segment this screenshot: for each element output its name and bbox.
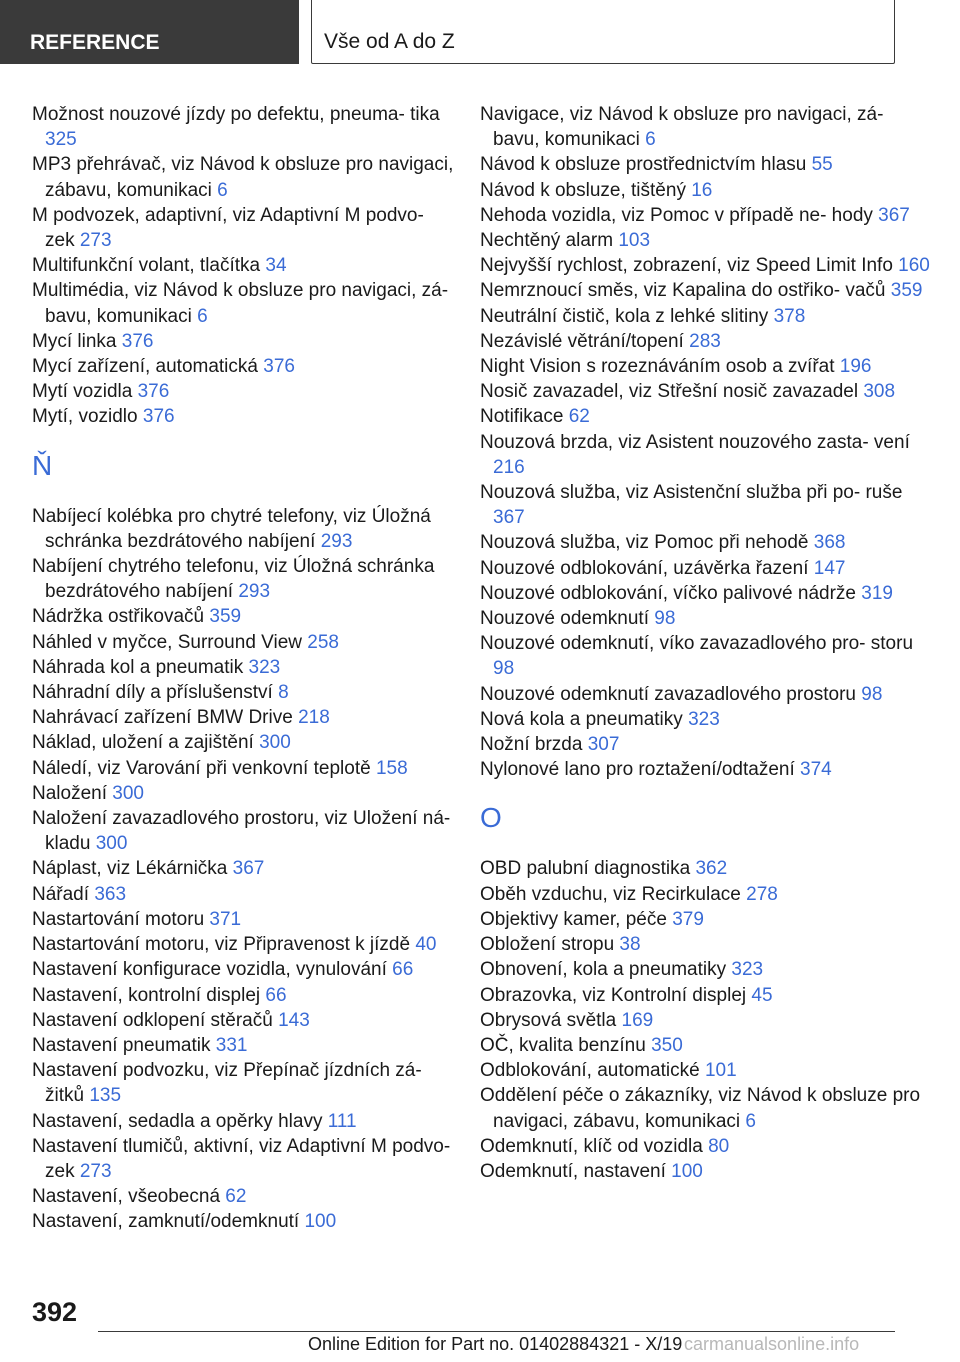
index-entry (480, 1008, 930, 1033)
index-page-link[interactable]: 379 (672, 908, 704, 930)
index-entry (480, 203, 930, 228)
index-entry-text: Nastavení podvozku, viz Přepínač jízdních zá- žitků (32, 1060, 422, 1107)
index-entry (480, 1134, 930, 1159)
index-entry-text: Nádržka ostřikovačů (32, 606, 205, 628)
index-page-link[interactable]: 293 (238, 581, 271, 603)
index-page-link[interactable]: 374 (800, 759, 832, 781)
index-page-link[interactable]: 6 (197, 305, 208, 327)
index-entry-text: Odemknutí, klíč od vozidla (480, 1135, 703, 1157)
index-entry (32, 907, 457, 932)
index-letter-heading: Ň (32, 449, 53, 481)
index-page-link[interactable]: 325 (45, 129, 77, 151)
index-entry (32, 1184, 457, 1209)
index-page-link[interactable]: 300 (112, 782, 144, 804)
index-entry (480, 1033, 930, 1058)
index-page-link[interactable]: 45 (751, 984, 773, 1006)
index-entry-text: Nabíjecí kolébka pro chytré telefony, viz Úložná schránka bezdrátového nabíjení (32, 505, 431, 552)
index-entry (480, 530, 930, 555)
index-entry-text: Nožní brzda (480, 734, 583, 756)
index-entry (32, 705, 457, 730)
index-entry (32, 882, 457, 907)
index-page-link[interactable]: 143 (278, 1009, 310, 1031)
index-page-link[interactable]: 66 (392, 959, 414, 981)
index-entry-text: Nouzové odemknutí zavazadlového prostoru (480, 683, 857, 705)
index-entry (32, 604, 457, 629)
index-page-link[interactable]: 323 (731, 959, 764, 981)
index-entry-text: Náledí, viz Varování při venkovní teplotě (32, 757, 371, 779)
index-page-link[interactable]: 376 (137, 381, 170, 403)
index-entry-text: Obložení stropu (480, 934, 615, 956)
index-entry-text: M podvozek, adaptivní, viz Adaptivní M podvo- zek (32, 204, 424, 252)
index-entry (480, 732, 930, 757)
index-entry (32, 957, 457, 982)
index-entry (32, 806, 457, 856)
index-entry-text: Nová kola a pneumatiky (480, 708, 683, 730)
index-page-link[interactable]: 111 (327, 1110, 357, 1132)
index-page-link[interactable]: 350 (651, 1034, 683, 1056)
index-page-link[interactable]: 331 (215, 1034, 248, 1056)
index-entry-text: Možnost nouzové jízdy po defektu, pneuma- tika (32, 104, 440, 125)
index-page-link[interactable]: 273 (79, 1160, 112, 1182)
index-entry-text: Obnovení, kola a pneumatiky (480, 959, 727, 981)
index-entry (32, 554, 457, 604)
index-page-link[interactable]: 368 (813, 532, 846, 554)
index-page-link[interactable]: 367 (232, 858, 265, 880)
index-page-link[interactable]: 300 (95, 833, 128, 855)
index-entry (32, 856, 457, 881)
index-entry-text: Nechtěný alarm (480, 230, 614, 252)
index-entry-text: Náplast, viz Lékárnička (32, 858, 228, 880)
edition-text: Online Edition for Part no. 01402884321 - X/19 (308, 1334, 683, 1354)
index-entry-text: Nastavení odklopení stěračů (32, 1009, 273, 1031)
index-page-link[interactable]: 6 (217, 179, 228, 201)
page-number: 392 (32, 1297, 78, 1327)
index-entry (32, 203, 457, 253)
index-entry-text: Nouzové odblokování, uzávěrka řazení (480, 557, 809, 579)
index-entry-text: Nabíjení chytrého telefonu, viz Úložná schránka bezdrátového nabíjení (32, 556, 435, 603)
index-entry (32, 504, 457, 554)
index-page-link[interactable]: 359 (209, 606, 242, 628)
index-entry-text: Oddělení péče o zákazníky, viz Návod k obsluze pro navigaci, zábavu, komunikaci (480, 1085, 921, 1132)
index-page-link[interactable]: 371 (209, 908, 242, 930)
index-entry-text: Nouzové odemknutí, víko zavazadlového pro- storu (480, 633, 914, 655)
index-page-link[interactable]: 101 (704, 1060, 737, 1082)
index-entry-text: Objektivy kamer, péče (480, 908, 667, 930)
index-entry-text: Mytí vozidla (32, 381, 133, 403)
index-entry-text: Multifunkční volant, tlačítka (32, 255, 261, 277)
index-entry (32, 781, 457, 806)
index-entry (480, 404, 930, 429)
index-entry (32, 152, 457, 202)
index-entry (480, 581, 930, 606)
index-entry-text: Nastartování motoru (32, 908, 205, 930)
index-page-link[interactable]: 16 (691, 179, 713, 201)
index-entry (480, 707, 930, 732)
index-page-link[interactable]: 307 (587, 734, 620, 756)
index-page-link[interactable]: 362 (695, 858, 728, 880)
index-entry (480, 682, 930, 707)
index-entry-text: Nouzové odblokování, víčko palivové nádrže (480, 582, 857, 604)
index-entry (480, 354, 930, 379)
index-page-link[interactable]: 147 (813, 557, 846, 579)
index-entry-text: Nastavení, zamknutí/odemknutí (32, 1211, 300, 1233)
index-page-link[interactable]: 98 (493, 658, 515, 680)
index-entry (480, 757, 930, 782)
index-entry-text: Nejvyšší rychlost, zobrazení, viz Speed Limit Info (480, 255, 893, 277)
index-page-link[interactable]: 319 (861, 582, 893, 604)
watermark: carmanualsonline.info (684, 1334, 860, 1354)
index-entry (32, 404, 457, 429)
index-entry (480, 983, 930, 1008)
index-page-link[interactable]: 80 (708, 1135, 730, 1157)
index-entry-text: Naložení zavazadlového prostoru, viz Uložení ná- kladu (32, 808, 451, 855)
index-page-link[interactable]: 169 (621, 1009, 654, 1031)
index-entry-text: Nouzová brzda, viz Asistent nouzového zasta- vení (480, 431, 910, 453)
index-entry-text: Nastavení tlumičů, aktivní, viz Adaptivní M podvo- zek (32, 1135, 451, 1182)
index-entry-text: Obrazovka, viz Kontrolní displej (480, 984, 747, 1006)
index-entry (480, 253, 930, 278)
index-page-link[interactable]: 258 (307, 631, 339, 653)
index-page-link[interactable]: 8 (278, 682, 289, 704)
index-page-link[interactable]: 359 (890, 280, 923, 302)
index-page-link[interactable]: 278 (746, 883, 778, 905)
index-page-link[interactable]: 273 (79, 230, 112, 252)
index-entry (32, 1134, 457, 1184)
index-entry (32, 329, 457, 354)
index-page-link[interactable]: 6 (645, 129, 656, 151)
index-page-link[interactable]: 300 (259, 732, 291, 754)
index-entry (32, 730, 457, 755)
index-entry (480, 1083, 930, 1133)
index-page-link[interactable]: 323 (248, 656, 281, 678)
index-entry (480, 957, 930, 982)
index-entry (480, 907, 930, 932)
index-page-link[interactable]: 100 (671, 1160, 703, 1182)
index-column-right (480, 102, 930, 1184)
index-entry (32, 1209, 457, 1234)
index-entry-text: Nouzová služba, viz Pomoc při nehodě (480, 532, 809, 554)
index-entry (480, 856, 930, 881)
index-entry (480, 631, 930, 681)
index-entry (32, 102, 457, 152)
index-page-link[interactable]: 367 (493, 507, 525, 529)
index-page-link[interactable]: 6 (745, 1110, 756, 1132)
index-page-link[interactable]: 40 (415, 934, 437, 956)
index-entry-text: Oběh vzduchu, viz Recirkulace (480, 883, 741, 905)
index-entry (32, 1008, 457, 1033)
index-entry (32, 278, 457, 328)
index-entry (480, 278, 930, 303)
index-entry-text: Mycí linka (32, 330, 117, 352)
index-page-link[interactable]: 363 (94, 883, 127, 905)
index-entry-text: Náhradní díly a příslušenství (32, 682, 273, 704)
index-entry-text: Nezávislé větrání/topení (480, 330, 684, 352)
index-entry (480, 882, 930, 907)
index-entry-text: Nastavení konfigurace vozidla, vynulování (32, 959, 387, 981)
index-entry-text: Naložení (32, 782, 107, 804)
index-entry (480, 379, 930, 404)
index-entry-text: Návod k obsluze, tištěný (480, 179, 686, 201)
index-entry (32, 756, 457, 781)
index-page-link[interactable]: 62 (568, 406, 590, 428)
index-entry (480, 178, 930, 203)
index-entry-text: Nastavení pneumatik (32, 1034, 211, 1056)
index-entry-text: Nářadí (32, 883, 90, 905)
index-entry (480, 102, 930, 152)
index-entry (32, 680, 457, 705)
index-page-link[interactable]: 196 (839, 356, 872, 378)
index-page-link[interactable]: 367 (878, 204, 910, 226)
index-entry-text: Nastavení, všeobecná (32, 1186, 221, 1208)
index-entry-text: Night Vision s rozeznáváním osob a zvířat (480, 356, 835, 378)
index-page-link[interactable]: 135 (89, 1085, 122, 1107)
index-page-link[interactable]: 103 (618, 230, 651, 252)
index-entry-text: Nouzová služba, viz Asistenční služba při po- ruše (480, 482, 903, 504)
index-entry-text: Náklad, uložení a zajištění (32, 732, 254, 754)
index-entry (480, 556, 930, 581)
index-entry-text: Navigace, viz Návod k obsluze pro navigaci, zá- bavu, komunikaci (480, 104, 884, 151)
index-entry (32, 932, 457, 957)
page-title-text: Vše od A do Z (324, 30, 455, 53)
index-page-link[interactable]: 376 (142, 406, 175, 428)
index-entry-text: Nastavení, kontrolní displej (32, 984, 261, 1006)
index-entry-text: OČ, kvalita benzínu (480, 1034, 646, 1056)
index-letter-heading: O (480, 802, 502, 834)
index-entry-text: Náhled v myčce, Surround View (32, 631, 302, 653)
index-entry-text: Náhrada kol a pneumatik (32, 656, 244, 678)
index-entry (32, 1033, 457, 1058)
index-entry-text: OBD palubní diagnostika (480, 858, 691, 880)
index-page-link[interactable]: 218 (298, 707, 330, 729)
index-entry-text: Odemknutí, nastavení (480, 1160, 666, 1182)
index-entry (480, 430, 930, 480)
index-page-link[interactable]: 293 (320, 530, 353, 552)
index-page-link[interactable]: 376 (263, 356, 295, 378)
index-entry (480, 480, 930, 530)
index-entry-text: Nylonové lano pro roztažení/odtažení (480, 759, 795, 781)
index-entry-text: Mytí, vozidlo (32, 406, 138, 428)
index-page-link[interactable]: 38 (619, 934, 641, 956)
index-page-link[interactable]: 378 (773, 305, 806, 327)
index-entry-text: Notifikace (480, 406, 564, 428)
section-tab (0, 0, 299, 64)
index-entry-text: Nastavení, sedadla a opěrky hlavy (32, 1110, 323, 1132)
index-entry (32, 379, 457, 404)
index-page-link[interactable]: 308 (863, 381, 896, 403)
index-page-link[interactable]: 376 (121, 330, 154, 352)
index-entry (32, 655, 457, 680)
index-entry-text: Nahrávací zařízení BMW Drive (32, 707, 293, 729)
index-entry (480, 304, 930, 329)
index-entry (480, 1159, 930, 1184)
index-entry (32, 1058, 457, 1108)
index-page-link[interactable]: 216 (493, 456, 525, 478)
index-entry-text: MP3 přehrávač, viz Návod k obsluze pro navigaci, zábavu, komunikaci (32, 154, 454, 201)
index-entry (480, 932, 930, 957)
index-column-left (32, 102, 457, 1235)
index-page-link[interactable]: 98 (654, 608, 676, 630)
index-entry (32, 983, 457, 1008)
index-entry-text: Mycí zařízení, automatická (32, 356, 258, 378)
index-entry (480, 1058, 930, 1083)
index-entry-text: Nehoda vozidla, viz Pomoc v případě ne- hody (480, 204, 873, 226)
footer-divider (98, 1331, 895, 1332)
index-entry (480, 606, 930, 631)
index-page-link[interactable]: 100 (304, 1211, 337, 1233)
index-entry-text: Obrysová světla (480, 1009, 617, 1031)
index-entry-text: Neutrální čistič, kola z lehké slitiny (480, 305, 769, 327)
index-entry (32, 354, 457, 379)
index-entry-text: Multimédia, viz Návod k obsluze pro navigaci, zá- bavu, komunikaci (32, 280, 449, 327)
index-page-link[interactable]: 55 (811, 154, 833, 176)
index-entry-text: Nouzové odemknutí (480, 608, 649, 630)
index-entry-text: Odblokování, automatické (480, 1060, 700, 1082)
index-entry (480, 329, 930, 354)
index-page-link[interactable]: 283 (689, 330, 721, 352)
index-entry (480, 152, 930, 177)
index-page-link[interactable]: 34 (265, 255, 287, 277)
index-entry (32, 253, 457, 278)
index-entry (32, 630, 457, 655)
index-page-link[interactable]: 160 (898, 255, 930, 277)
index-entry-text: Návod k obsluze prostřednictvím hlasu (480, 154, 807, 176)
index-entry (480, 228, 930, 253)
index-page-link[interactable]: 158 (375, 757, 408, 779)
index-page-link[interactable]: 323 (688, 708, 720, 730)
index-entry (32, 1109, 457, 1134)
index-entry-text: Nastartování motoru, viz Připravenost k jízdě (32, 934, 411, 956)
page-title (311, 0, 895, 64)
index-entry-text: Nemrznoucí směs, viz Kapalina do ostřiko- vačů (480, 280, 886, 302)
index-entry-text: Nosič zavazadel, viz Střešní nosič zavazadel (480, 381, 859, 403)
section-label: REFERENCE (30, 31, 160, 54)
index-page-link[interactable]: 98 (861, 683, 883, 705)
index-page-link[interactable]: 66 (265, 984, 287, 1006)
index-page-link[interactable]: 62 (225, 1186, 247, 1208)
